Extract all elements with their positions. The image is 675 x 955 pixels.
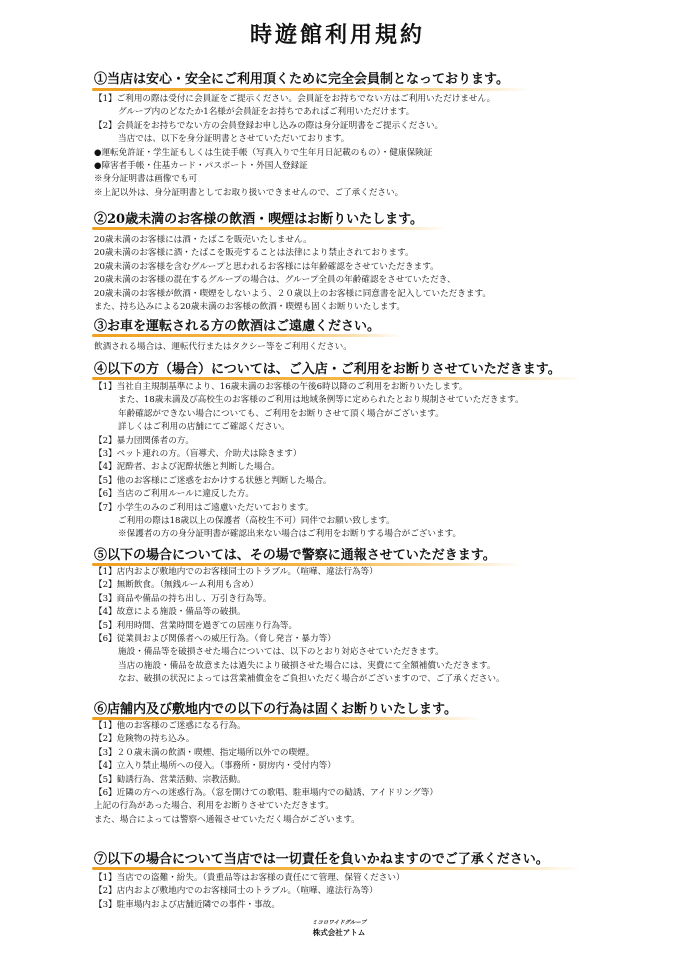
section-text-line: 【1】ご利用の際は受付に会員証をご提示ください。会員証をお持ちでない方はご利用いただけません。 bbox=[94, 94, 496, 104]
section-text-line: 20歳未満のお客様を含むグループと思われるお客様には年齢確認をさせていただきます。 bbox=[94, 261, 439, 272]
section-heading: ⑥店舗内及び敷地内での以下の行為は固くお断りいたします。 bbox=[94, 702, 457, 717]
section-text-line: 【2】危険物の持ち込み。 bbox=[94, 734, 195, 745]
section-text-line: 【6】当店のご利用ルールに違反した方。 bbox=[94, 489, 254, 500]
section-heading: ⑤以下の場合については、その場で警察に通報させていただきます。 bbox=[94, 548, 496, 563]
section-text-line: また、持ち込みによる20歳未満のお客様の飲酒・喫煙も固くお断りいたします。 bbox=[94, 302, 406, 312]
section-text-line: なお、破損の状況によっては営業補償金をご負担いただく場合がございますので、ご了承ください。 bbox=[118, 674, 505, 685]
section-text-line: 【6】近隣の方への迷惑行為。（窓を開けての歌唱、駐車場内での勧誘、アイドリング等） bbox=[94, 788, 438, 798]
section-text-line: 上記の行為があった場合、利用をお断りさせていただきます。 bbox=[94, 801, 334, 812]
section-text-line: グループ内のどなたか1名様が会員証をお持ちであればご利用いただけます。 bbox=[118, 107, 415, 118]
heading-underline bbox=[92, 88, 532, 91]
section-text-line: 20歳未満のお客様が飲酒・喫煙をしないよう、２０歳以上のお客様に同意書を記入していただきます。 bbox=[94, 288, 491, 299]
section-text-line: 【2】無断飲食。（無銭ルーム利用も含め） bbox=[94, 580, 259, 591]
section-text-line: 【3】２０歳未満の飲酒・喫煙、指定場所以外での喫煙。 bbox=[94, 747, 315, 758]
section-heading: ⑦以下の場合について当店では一切責任を負いかねますのでご了承ください。 bbox=[94, 852, 549, 867]
section-text-line: 詳しくはご利用の店舗にてご確認ください。 bbox=[118, 422, 290, 433]
section-text-line: 【6】従業員および関係者への威圧行為。（脅し発言・暴力等） bbox=[94, 634, 336, 644]
section-text-line: ●障害者手帳・住基カード・パスポート・外国人登録証 bbox=[94, 161, 308, 171]
section-text-line: 20歳未満のお客様の混在するグループの場合は、グループ全員の年齢確認をさせていただき、 bbox=[94, 275, 456, 286]
section-heading: ①当店は安心・安全にご利用頂くために完全会員制となっております。 bbox=[94, 72, 509, 87]
section-heading: ④以下の方（場合）については、ご入店・ご利用をお断りさせていただきます。 bbox=[94, 362, 561, 377]
section-text-line: 【3】駐車場内および店舗近隣での事件・事故。 bbox=[94, 899, 280, 910]
section-text-line: 当店では、以下を身分証明書とさせていただいております。 bbox=[118, 134, 350, 145]
heading-underline bbox=[92, 377, 582, 380]
heading-underline bbox=[92, 227, 447, 230]
section-text-line: 当店の施設・備品を故意または過失により破損させた場合には、実費にて全額補償いただきます。 bbox=[118, 660, 496, 671]
section-text-line: ご利用の際は18歳以上の保護者（高校生不可）同伴でお願い致します。 bbox=[118, 516, 395, 526]
section-text-line: ※上記以外は、身分証明書としてお取り扱いできませんので、ご了承ください。 bbox=[94, 187, 404, 198]
section-text-line: 年齢確認ができない場合についても、ご利用をお断りさせて頂く場合がございます。 bbox=[118, 408, 444, 419]
section-heading: ③お車を運転される方の飲酒はご遠慮ください。 bbox=[94, 319, 381, 334]
section-text-line: 【3】ペット連れの方。（盲導犬、介助犬は除きます） bbox=[94, 449, 302, 459]
section-text-line: ※保護者の方の身分証明書が確認出来ない場合はご利用をお断りする場合がございます。 bbox=[118, 529, 462, 540]
section-text-line: 【1】当店での盗難・紛失。（貴重品等はお客様の責任にて管理、保管ください） bbox=[94, 873, 405, 883]
section-heading: ②20歳未満のお客様の飲酒・喫煙はお断りいたします。 bbox=[94, 212, 424, 227]
section-text-line: 20歳未満のお客様に酒・たばこを販売することは法律により禁止されております。 bbox=[94, 248, 414, 259]
heading-underline bbox=[92, 563, 522, 566]
heading-underline bbox=[92, 867, 582, 870]
section-text-line: 【4】故意による施設・備品等の破損。 bbox=[94, 607, 246, 618]
section-text-line: 【2】会員証をお持ちでない方の会員登録お申し込みの際は身分証明書をご提示ください。 bbox=[94, 120, 444, 131]
section-text-line: また、場合によっては警察へ通報させていただく場合がございます。 bbox=[94, 814, 360, 825]
company-logo bbox=[304, 918, 374, 938]
section-text-line: また、18歳未満及び高校生のお客様のご利用は地域条例等に定められたとおり規制させていただきます。 bbox=[118, 395, 524, 406]
section-text-line: 【5】利用時間、営業時間を過ぎての居座り行為等。 bbox=[94, 620, 298, 631]
section-text-line: 施設・備品等を破損させた場合については、以下のとおり対応させていただきます。 bbox=[118, 647, 444, 658]
company-name: 株式会社アトム bbox=[312, 928, 366, 937]
section-text-line: 【1】当社自主規制基準により、16歳未満のお客様の午後6時以降のご利用をお断りいたします。 bbox=[94, 382, 468, 392]
section-text-line: 20歳未満のお客様には酒・たばこを販売いたしません。 bbox=[94, 235, 312, 245]
section-text-line: 【5】勧誘行為、営業活動、宗教活動。 bbox=[94, 774, 246, 785]
page-title: 時遊館利用規約 bbox=[249, 22, 425, 48]
section-text-line: 【2】暴力団関係者の方。 bbox=[94, 435, 194, 446]
section-text-line: 飲酒される場合は、運転代行またはタクシー等をご利用ください。 bbox=[94, 342, 352, 352]
heading-underline bbox=[92, 334, 402, 337]
section-text-line: 【1】店内および敷地内でのお客様同士のトラブル。（喧嘩、違法行為等） bbox=[94, 567, 378, 577]
section-text-line: ●運転免許証・学生証もしくは生徒手帳（写真入りで生年月日記載のもの）・健康保険証 bbox=[94, 147, 433, 158]
section-text-line: 【1】他のお客様のご迷惑になる行為。 bbox=[94, 721, 246, 731]
section-text-line: ※身分証明書は画像でも可 bbox=[94, 174, 198, 185]
section-text-line: 【7】小学生のみのご利用はご遠慮いただいております。 bbox=[94, 502, 314, 513]
section-text-line: 【2】店内および敷地内でのお客様同士のトラブル。（喧嘩、違法行為等） bbox=[94, 886, 378, 897]
section-text-line: 【5】他のお客様にご迷惑をおかけする状態と判断した場合。 bbox=[94, 475, 332, 486]
group-logo-text: ミコロワイドグループ bbox=[311, 920, 367, 926]
section-text-line: 【3】商品や備品の持ち出し、万引き行為等。 bbox=[94, 593, 272, 604]
heading-underline bbox=[92, 717, 482, 720]
section-text-line: 【4】立入り禁止場所への侵入。（事務所・厨房内・受付内等） bbox=[94, 761, 336, 772]
section-text-line: 【4】泥酔者、および泥酔状態と判断した場合。 bbox=[94, 462, 280, 473]
